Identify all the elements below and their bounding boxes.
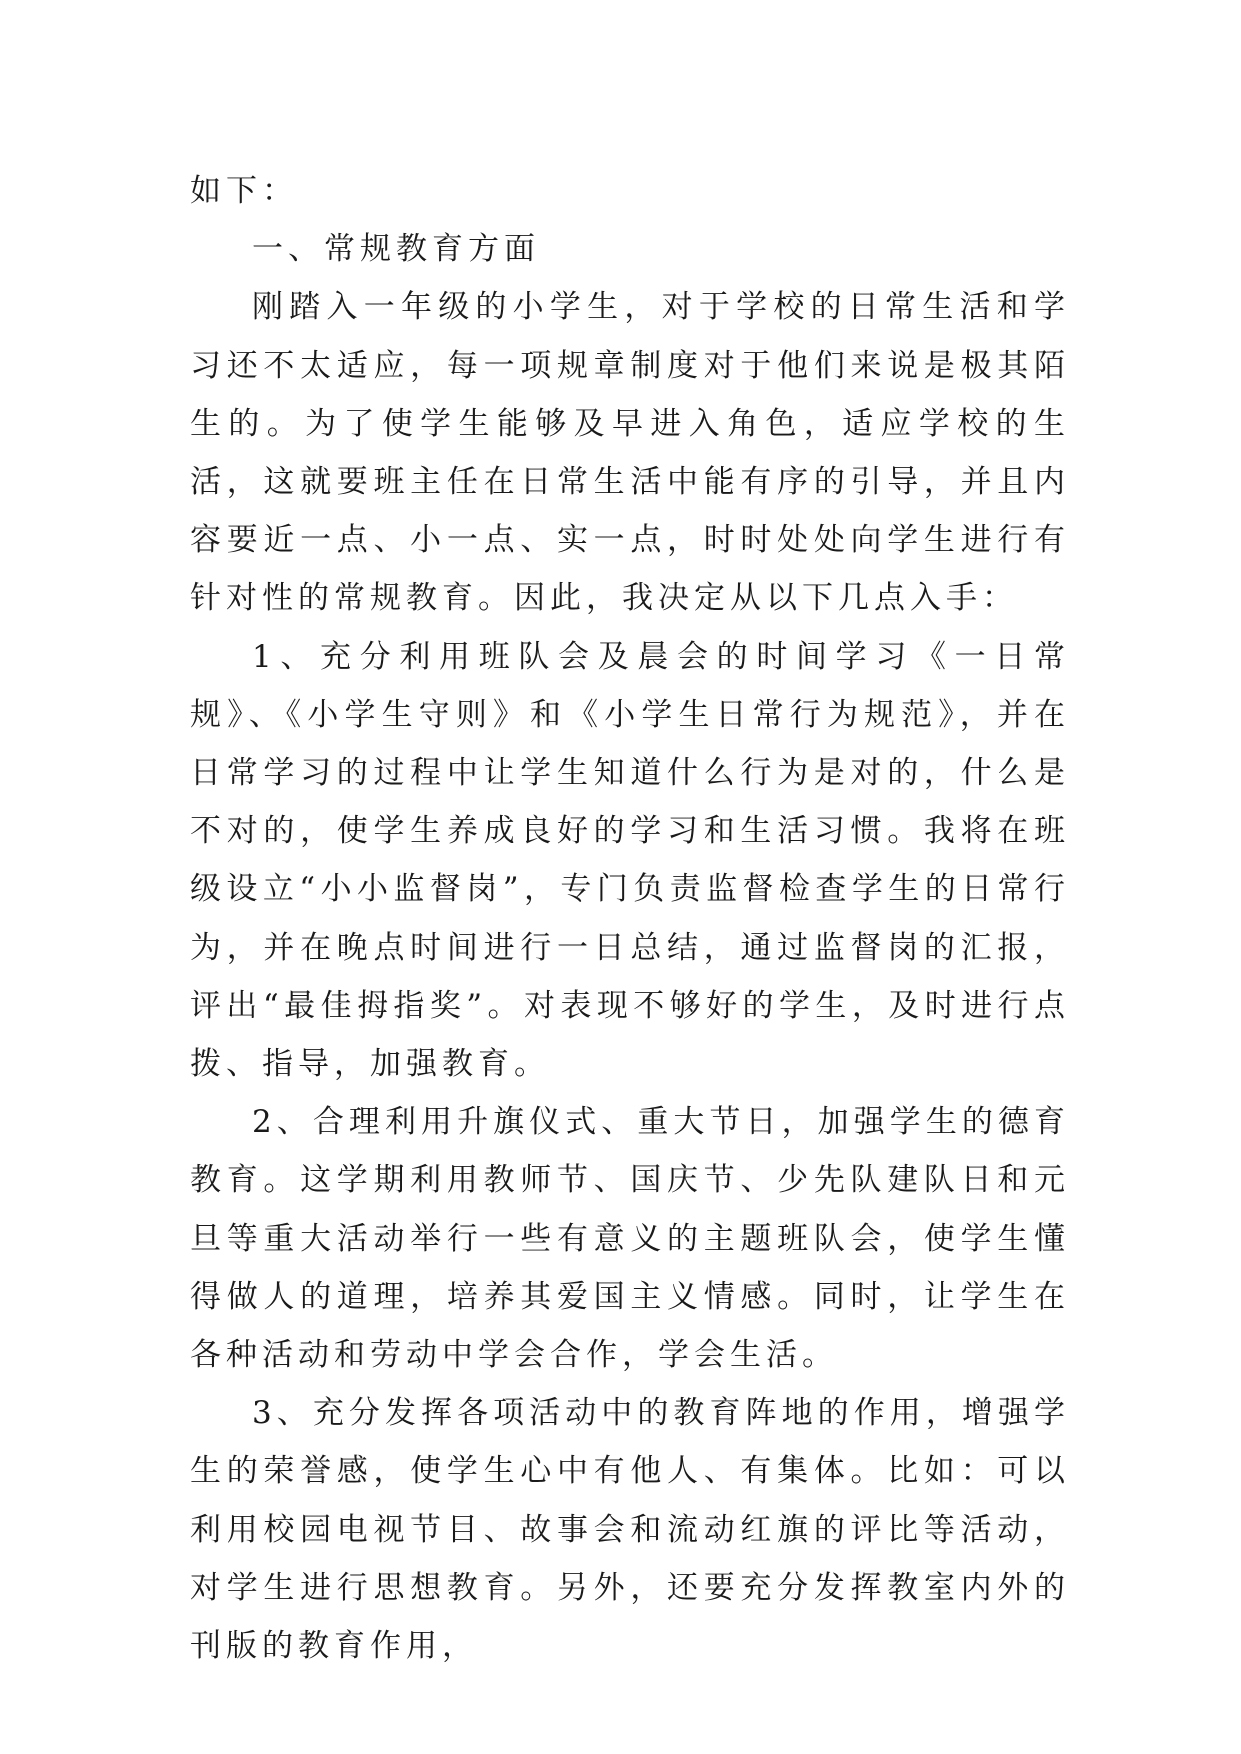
paragraph-item-3: 3、充分发挥各项活动中的教育阵地的作用，增强学生的荣誉感，使学生心中有他人、有集体。比如：可以利用校园电视节目、故事会和流动红旗的评比等活动，对学生进行思想教育。另外，还要充分发挥教室内外的刊版的教育作用，	[190, 1395, 1070, 1665]
paragraph-routine-overview: 刚踏入一年级的小学生，对于学校的日常生活和学习还不太适应，每一项规章制度对于他们来说是极其陌生的。为了使学生能够及早进入角色，适应学校的生活，这就要班主任在日常生活中能有序的引导，并且内容要近一点、小一点、实一点，时时处处向学生进行有针对性的常规教育。因此，我决定从以下几点入手：	[190, 289, 1070, 617]
paragraph-item-2: 2、合理利用升旗仪式、重大节日，加强学生的德育教育。这学期利用教师节、国庆节、少先队建队日和元旦等重大活动举行一些有意义的主题班队会，使学生懂得做人的道理，培养其爱国主义情感。同时，让学生在各种活动和劳动中学会合作，学会生活。	[190, 1104, 1070, 1374]
paragraph-item-1: 1、充分利用班队会及晨会的时间学习《一日常规》、《小学生守则》和《小学生日常行为规范》，并在日常学习的过程中让学生知道什么行为是对的，什么是不对的，使学生养成良好的学习和生活习惯。我将在班级设立“小小监督岗”，专门负责监督检查学生的日常行为，并在晚点时间进行一日总结，通过监督岗的汇报，评出“最佳拇指奖”。对表现不够好的学生，及时进行点拨、指导，加强教育。	[190, 638, 1070, 1083]
paragraph-intro: 如下：	[190, 173, 298, 209]
document-body	[190, 162, 1070, 1675]
section-heading-routine-education: 一、常规教育方面	[252, 231, 540, 268]
